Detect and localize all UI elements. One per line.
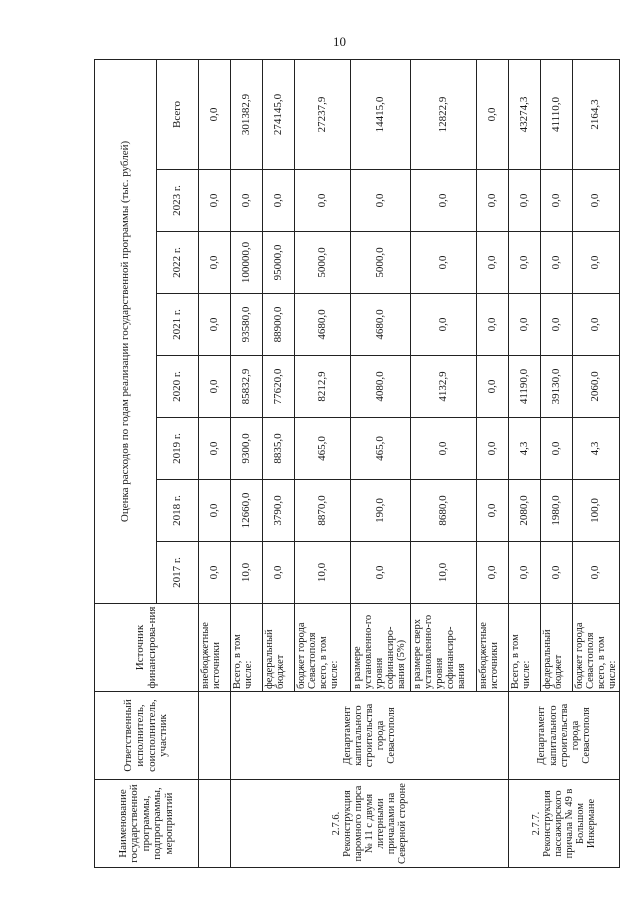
program-name-cell — [199, 780, 231, 868]
source-cell: Всего, в том числе: — [231, 604, 263, 692]
value-cell: 0,0 — [573, 294, 620, 356]
value-cell: 9300,0 — [231, 418, 263, 480]
value-cell: 0,0 — [573, 170, 620, 232]
page-number: 10 — [333, 34, 346, 49]
value-cell: 0,0 — [231, 170, 263, 232]
header-year: 2017 г. — [157, 542, 199, 604]
value-cell: 0,0 — [541, 542, 573, 604]
value-cell: 3790,0 — [263, 480, 295, 542]
source-cell: внебюджетные источники — [477, 604, 509, 692]
value-cell: 465,0 — [295, 418, 351, 480]
value-cell: 41190,0 — [509, 356, 541, 418]
finance-table-rotated — [94, 60, 619, 868]
value-cell: 0,0 — [509, 294, 541, 356]
value-cell: 0,0 — [199, 59, 231, 169]
value-cell: 0,0 — [509, 232, 541, 294]
value-cell: 100,0 — [573, 480, 620, 542]
value-cell: 0,0 — [477, 356, 509, 418]
value-cell: 0,0 — [411, 418, 477, 480]
source-cell: федеральный бюджет — [541, 604, 573, 692]
value-cell: 0,0 — [199, 232, 231, 294]
value-cell: 0,0 — [199, 356, 231, 418]
value-cell: 8212,9 — [295, 356, 351, 418]
program-name-cell: 2.7.7. Реконструкция пассажирского причала № 49 в Большом Инкермане — [509, 780, 620, 868]
value-cell: 0,0 — [477, 59, 509, 169]
source-cell: внебюджетные источники — [199, 604, 231, 692]
source-cell: в размере сверх установленно-го уровня софинансиро-вания — [411, 604, 477, 692]
source-cell: федеральный бюджет — [263, 604, 295, 692]
value-cell: 5000,0 — [295, 232, 351, 294]
value-cell: 2080,0 — [509, 480, 541, 542]
value-cell: 100000,0 — [231, 232, 263, 294]
value-cell: 190,0 — [351, 480, 411, 542]
value-cell: 77620,0 — [263, 356, 295, 418]
value-cell: 8835,0 — [263, 418, 295, 480]
value-cell: 2060,0 — [573, 356, 620, 418]
value-cell: 8680,0 — [411, 480, 477, 542]
value-cell: 10,0 — [231, 542, 263, 604]
value-cell: 14415,0 — [351, 59, 411, 169]
header-year: 2022 г. — [157, 232, 199, 294]
value-cell: 0,0 — [351, 542, 411, 604]
executor-cell: Департамент капитального строительства города Севастополя — [509, 692, 620, 780]
value-cell: 0,0 — [477, 480, 509, 542]
value-cell: 0,0 — [411, 294, 477, 356]
table-row — [509, 59, 541, 867]
value-cell: 0,0 — [263, 170, 295, 232]
value-cell: 0,0 — [199, 418, 231, 480]
value-cell: 465,0 — [351, 418, 411, 480]
header-total: Всего — [157, 59, 199, 169]
value-cell: 0,0 — [541, 232, 573, 294]
value-cell: 4132,9 — [411, 356, 477, 418]
value-cell: 10,0 — [295, 542, 351, 604]
table-row — [231, 59, 263, 867]
value-cell: 10,0 — [411, 542, 477, 604]
header-executor: Ответственный исполнитель, соисполнитель, участник — [95, 692, 199, 780]
value-cell: 12660,0 — [231, 480, 263, 542]
value-cell: 39130,0 — [541, 356, 573, 418]
value-cell: 0,0 — [573, 232, 620, 294]
value-cell: 2164,3 — [573, 59, 620, 169]
value-cell: 0,0 — [199, 294, 231, 356]
source-cell: Всего, в том числе: — [509, 604, 541, 692]
value-cell: 43274,3 — [509, 59, 541, 169]
value-cell: 0,0 — [263, 542, 295, 604]
value-cell: 0,0 — [411, 232, 477, 294]
value-cell: 12822,9 — [411, 59, 477, 169]
value-cell: 0,0 — [541, 294, 573, 356]
value-cell: 0,0 — [199, 170, 231, 232]
value-cell: 0,0 — [573, 542, 620, 604]
program-name-cell: 2.7.6. Реконструкция паромного пирса № 11 с двумя литерными причалами на Северной стороне — [231, 780, 509, 868]
header-estimate: Оценка расходов по годам реализации государственной программы (тыс. рублей) — [95, 59, 157, 603]
value-cell: 0,0 — [477, 294, 509, 356]
value-cell: 0,0 — [351, 170, 411, 232]
header-year: 2020 г. — [157, 356, 199, 418]
executor-cell — [199, 692, 231, 780]
value-cell: 0,0 — [199, 480, 231, 542]
value-cell: 4080,0 — [351, 356, 411, 418]
value-cell: 0,0 — [509, 170, 541, 232]
value-cell: 0,0 — [411, 170, 477, 232]
value-cell: 8870,0 — [295, 480, 351, 542]
source-cell: в размере установленно-го уровня софинансиро-вания (5%) — [351, 604, 411, 692]
value-cell: 0,0 — [295, 170, 351, 232]
value-cell: 0,0 — [477, 170, 509, 232]
value-cell: 4,3 — [509, 418, 541, 480]
value-cell: 41110,0 — [541, 59, 573, 169]
value-cell: 4,3 — [573, 418, 620, 480]
value-cell: 0,0 — [477, 418, 509, 480]
value-cell: 93580,0 — [231, 294, 263, 356]
value-cell: 27237,9 — [295, 59, 351, 169]
header-source: Источник финансирова-ния — [95, 604, 199, 692]
header-name: Наименование государственной программы, подпрограммы, мероприятий — [95, 780, 199, 868]
header-year: 2021 г. — [157, 294, 199, 356]
finance-table — [94, 59, 620, 868]
value-cell: 0,0 — [509, 542, 541, 604]
executor-cell: Департамент капитального строительства города Севастополя — [231, 692, 509, 780]
value-cell: 0,0 — [541, 170, 573, 232]
source-cell: бюджет города Севастополя всего, в том числе: — [295, 604, 351, 692]
table-row — [199, 59, 231, 867]
value-cell: 0,0 — [477, 232, 509, 294]
value-cell: 274145,0 — [263, 59, 295, 169]
source-cell: бюджет города Севастополя всего, в том числе: — [573, 604, 620, 692]
value-cell: 301382,9 — [231, 59, 263, 169]
value-cell: 88900,0 — [263, 294, 295, 356]
value-cell: 1980,0 — [541, 480, 573, 542]
value-cell: 4680,0 — [351, 294, 411, 356]
header-year: 2023 г. — [157, 170, 199, 232]
value-cell: 95000,0 — [263, 232, 295, 294]
header-year: 2019 г. — [157, 418, 199, 480]
value-cell: 85832,9 — [231, 356, 263, 418]
value-cell: 0,0 — [477, 542, 509, 604]
value-cell: 4680,0 — [295, 294, 351, 356]
header-year: 2018 г. — [157, 480, 199, 542]
value-cell: 0,0 — [199, 542, 231, 604]
value-cell: 5000,0 — [351, 232, 411, 294]
value-cell: 0,0 — [541, 418, 573, 480]
